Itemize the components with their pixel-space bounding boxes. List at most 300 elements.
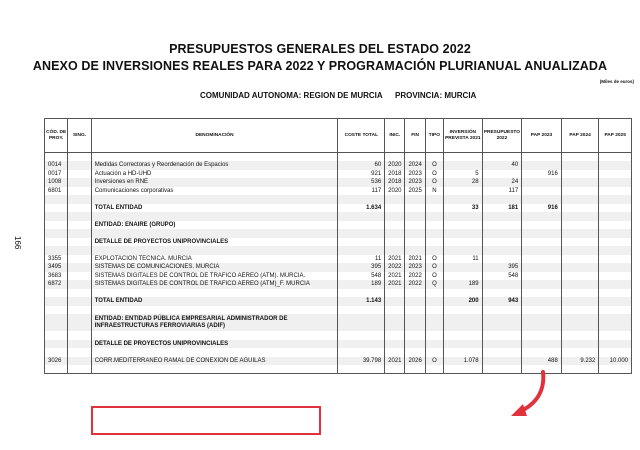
table-row: [45, 246, 632, 255]
cell-coste: 39.798: [338, 357, 385, 366]
cell-p25: [599, 212, 632, 221]
cell-sing: [68, 238, 91, 247]
cell-p23: [522, 229, 562, 238]
cell-p25: [599, 178, 632, 187]
cell-ini: [385, 331, 405, 340]
cell-fin: 2023: [405, 170, 425, 179]
cell-pres: [482, 348, 522, 357]
cell-fin: [405, 212, 425, 221]
cell-cod: [45, 153, 68, 162]
cell-coste: [338, 365, 385, 374]
cell-p23: 488: [522, 357, 562, 366]
cell-p25: [599, 365, 632, 374]
cell-ini: 2022: [385, 263, 405, 272]
cell-ini: [385, 306, 405, 315]
cell-coste: 1.634: [338, 204, 385, 213]
cell-p23: [522, 178, 562, 187]
cell-cod: [45, 306, 68, 315]
cell-coste: [338, 289, 385, 298]
cell-tipo: [425, 314, 443, 331]
table-row: [45, 153, 632, 162]
cell-p25: [599, 246, 632, 255]
cell-ini: [385, 204, 405, 213]
cell-coste: [338, 340, 385, 349]
table-row: [45, 289, 632, 298]
table-row: [45, 306, 632, 315]
cell-tipo: [425, 195, 443, 204]
cell-fin: [405, 348, 425, 357]
cell-fin: [405, 195, 425, 204]
cell-cod: [45, 212, 68, 221]
cell-ini: [385, 314, 405, 331]
cell-sing: [68, 272, 91, 281]
cell-sing: [68, 314, 91, 331]
col-header-fin: FIN: [405, 119, 425, 153]
cell-ini: 2018: [385, 178, 405, 187]
cell-inv: [444, 289, 483, 298]
cell-coste: [338, 306, 385, 315]
cell-coste: [338, 221, 385, 230]
cell-pres: 117: [482, 187, 522, 196]
cell-p24: [561, 297, 599, 306]
cell-sing: [68, 289, 91, 298]
cell-tipo: [425, 229, 443, 238]
cell-p24: [561, 255, 599, 264]
cell-den: Comunicaciones corporativas: [91, 187, 338, 196]
cell-ini: 2021: [385, 280, 405, 289]
table-row: [45, 297, 632, 306]
cell-coste: 536: [338, 178, 385, 187]
cell-p25: [599, 238, 632, 247]
units-note: (Miles de euros): [599, 79, 634, 84]
cell-fin: [405, 229, 425, 238]
cell-coste: [338, 153, 385, 162]
cell-coste: [338, 246, 385, 255]
cell-p23: [522, 161, 562, 170]
cell-p25: [599, 204, 632, 213]
investment-table: [44, 118, 632, 374]
cell-p25: [599, 331, 632, 340]
cell-ini: [385, 297, 405, 306]
cell-cod: [45, 229, 68, 238]
cell-tipo: [425, 340, 443, 349]
cell-ini: 2020: [385, 187, 405, 196]
cell-fin: 2022: [405, 280, 425, 289]
cell-ini: [385, 348, 405, 357]
cell-pres: [482, 238, 522, 247]
cell-inv: [444, 187, 483, 196]
cell-coste: 1.143: [338, 297, 385, 306]
cell-inv: [444, 340, 483, 349]
cell-p23: [522, 238, 562, 247]
cell-ini: 2021: [385, 357, 405, 366]
cell-coste: [338, 238, 385, 247]
cell-tipo: [425, 348, 443, 357]
cell-ini: [385, 229, 405, 238]
cell-fin: 2026: [405, 357, 425, 366]
cell-cod: [45, 340, 68, 349]
cell-p24: [561, 161, 599, 170]
cell-p23: [522, 263, 562, 272]
cell-fin: [405, 297, 425, 306]
cell-p24: [561, 306, 599, 315]
cell-sing: [68, 348, 91, 357]
cell-fin: [405, 221, 425, 230]
cell-pres: [482, 255, 522, 264]
arrow-icon: [505, 368, 555, 420]
cell-den: [91, 365, 338, 374]
cell-den: CORR.MEDITERRANEO RAMAL DE CONEXIÓN DE AGUILAS: [91, 357, 338, 366]
cell-p25: [599, 170, 632, 179]
cell-sing: [68, 153, 91, 162]
cell-fin: [405, 204, 425, 213]
cell-sing: [68, 365, 91, 374]
cell-p24: [561, 263, 599, 272]
cell-p25: [599, 306, 632, 315]
cell-den: DETALLE DE PROYECTOS UNIPROVINCIALES: [91, 340, 338, 349]
cell-p24: [561, 229, 599, 238]
cell-inv: [444, 238, 483, 247]
cell-pres: 548: [482, 272, 522, 281]
table-row: [45, 357, 632, 366]
cell-p23: [522, 306, 562, 315]
cell-den: [91, 289, 338, 298]
cell-pres: [482, 357, 522, 366]
cell-coste: [338, 348, 385, 357]
cell-cod: 6872: [45, 280, 68, 289]
cell-den: [91, 306, 338, 315]
cell-fin: 2025: [405, 187, 425, 196]
cell-p23: [522, 340, 562, 349]
cell-p24: [561, 212, 599, 221]
cell-tipo: O: [425, 255, 443, 264]
cell-ini: [385, 238, 405, 247]
cell-den: Actuación a HD-UHD: [91, 170, 338, 179]
cell-cod: 0017: [45, 170, 68, 179]
col-header-pap-2024: PAP 2024: [561, 119, 599, 153]
table-row: [45, 204, 632, 213]
cell-tipo: [425, 221, 443, 230]
cell-p25: [599, 161, 632, 170]
cell-sing: [68, 297, 91, 306]
cell-inv: [444, 263, 483, 272]
cell-inv: [444, 314, 483, 331]
cell-coste: 548: [338, 272, 385, 281]
cell-pres: [482, 195, 522, 204]
cell-p24: [561, 204, 599, 213]
cell-ini: [385, 246, 405, 255]
cell-pres: [482, 331, 522, 340]
cell-coste: [338, 229, 385, 238]
cell-pres: 943: [482, 297, 522, 306]
table-row: [45, 221, 632, 230]
cell-inv: [444, 331, 483, 340]
cell-ini: [385, 212, 405, 221]
cell-sing: [68, 331, 91, 340]
table-row: [45, 238, 632, 247]
table-row: [45, 255, 632, 264]
cell-p23: [522, 195, 562, 204]
cell-p23: 916: [522, 204, 562, 213]
cell-cod: 3683: [45, 272, 68, 281]
cell-sing: [68, 187, 91, 196]
highlight-box: [91, 406, 321, 435]
cell-sing: [68, 221, 91, 230]
cell-pres: [482, 221, 522, 230]
cell-den: DETALLE DE PROYECTOS UNIPROVINCIALES: [91, 238, 338, 247]
table-row: [45, 229, 632, 238]
table-row: [45, 280, 632, 289]
cell-fin: 2022: [405, 272, 425, 281]
cell-p25: [599, 348, 632, 357]
cell-p25: 10.000: [599, 357, 632, 366]
cell-p24: [561, 365, 599, 374]
cell-tipo: O: [425, 357, 443, 366]
cell-p23: [522, 348, 562, 357]
cell-pres: [482, 153, 522, 162]
cell-p24: [561, 348, 599, 357]
cell-tipo: [425, 331, 443, 340]
col-header-presupuesto: PRESUPUESTO 2022: [482, 119, 522, 153]
community-label: COMUNIDAD AUTONOMA: REGION DE MURCIA: [200, 91, 383, 100]
cell-sing: [68, 246, 91, 255]
cell-inv: 1.078: [444, 357, 483, 366]
cell-p23: [522, 212, 562, 221]
table-row: [45, 178, 632, 187]
cell-pres: 24: [482, 178, 522, 187]
cell-den: Inversiones en RNE: [91, 178, 338, 187]
cell-sing: [68, 170, 91, 179]
cell-sing: [68, 212, 91, 221]
cell-p25: [599, 340, 632, 349]
col-header-pap-2023: PAP 2023: [522, 119, 562, 153]
cell-tipo: [425, 246, 443, 255]
cell-fin: [405, 365, 425, 374]
cell-p24: [561, 331, 599, 340]
cell-den: SISTEMAS DIGITALES DE CONTROL DE TRÁFICO AÉREO (ATM). MURCIA.: [91, 272, 338, 281]
cell-cod: 3355: [45, 255, 68, 264]
cell-inv: [444, 221, 483, 230]
cell-tipo: [425, 297, 443, 306]
cell-inv: [444, 348, 483, 357]
cell-p23: [522, 297, 562, 306]
cell-inv: 200: [444, 297, 483, 306]
cell-inv: 33: [444, 204, 483, 213]
table-row: [45, 340, 632, 349]
col-header-cod: CÓD. DE PROY.: [45, 119, 68, 153]
cell-tipo: N: [425, 187, 443, 196]
cell-den: TOTAL ENTIDAD: [91, 204, 338, 213]
cell-fin: [405, 246, 425, 255]
cell-sing: [68, 204, 91, 213]
cell-ini: [385, 195, 405, 204]
cell-tipo: [425, 365, 443, 374]
cell-inv: [444, 365, 483, 374]
cell-cod: 0014: [45, 161, 68, 170]
cell-p24: [561, 187, 599, 196]
cell-inv: [444, 153, 483, 162]
cell-tipo: O: [425, 178, 443, 187]
table-row: [45, 170, 632, 179]
cell-p24: [561, 246, 599, 255]
cell-p25: [599, 280, 632, 289]
cell-pres: [482, 314, 522, 331]
document-subtitle: ANEXO DE INVERSIONES REALES PARA 2022 Y PROGRAMACIÓN PLURIANUAL ANUALIZADA: [32, 59, 608, 73]
table-body: [45, 153, 632, 374]
cell-fin: [405, 238, 425, 247]
cell-inv: [444, 229, 483, 238]
cell-fin: [405, 331, 425, 340]
cell-p25: [599, 195, 632, 204]
cell-p23: [522, 314, 562, 331]
cell-den: [91, 246, 338, 255]
cell-p25: [599, 255, 632, 264]
cell-p23: [522, 272, 562, 281]
cell-den: SISTEMAS DE COMUNICACIONES. MURCIA: [91, 263, 338, 272]
cell-den: TOTAL ENTIDAD: [91, 297, 338, 306]
cell-inv: 11: [444, 255, 483, 264]
cell-inv: 5: [444, 170, 483, 179]
cell-p24: [561, 340, 599, 349]
cell-p25: [599, 263, 632, 272]
table-row: [45, 212, 632, 221]
cell-sing: [68, 280, 91, 289]
cell-den: [91, 212, 338, 221]
cell-cod: 3026: [45, 357, 68, 366]
cell-coste: [338, 195, 385, 204]
cell-pres: [482, 212, 522, 221]
cell-cod: [45, 314, 68, 331]
cell-p25: [599, 187, 632, 196]
cell-cod: [45, 348, 68, 357]
col-header-inversion-prevista: INVERSIÓN PREVISTA 2021: [444, 119, 483, 153]
cell-tipo: [425, 306, 443, 315]
table-header-row: [45, 119, 632, 153]
cell-tipo: [425, 238, 443, 247]
cell-fin: [405, 289, 425, 298]
cell-cod: 6801: [45, 187, 68, 196]
cell-inv: [444, 161, 483, 170]
cell-p24: [561, 195, 599, 204]
province-label: PROVINCIA: MURCIA: [395, 91, 477, 100]
cell-p23: [522, 280, 562, 289]
cell-cod: [45, 195, 68, 204]
cell-p25: [599, 314, 632, 331]
col-header-tipo: TIPO: [425, 119, 443, 153]
cell-cod: [45, 238, 68, 247]
cell-coste: [338, 314, 385, 331]
cell-p24: [561, 153, 599, 162]
cell-coste: [338, 331, 385, 340]
cell-p25: [599, 229, 632, 238]
cell-cod: [45, 289, 68, 298]
cell-tipo: O: [425, 272, 443, 281]
cell-pres: [482, 229, 522, 238]
cell-p24: [561, 238, 599, 247]
cell-inv: [444, 246, 483, 255]
cell-fin: 2021: [405, 255, 425, 264]
cell-fin: [405, 153, 425, 162]
cell-coste: 921: [338, 170, 385, 179]
cell-pres: 395: [482, 263, 522, 272]
cell-ini: 2020: [385, 161, 405, 170]
cell-fin: [405, 314, 425, 331]
cell-p24: [561, 272, 599, 281]
cell-fin: 2023: [405, 263, 425, 272]
cell-den: [91, 331, 338, 340]
col-header-inic: INIC.: [385, 119, 405, 153]
cell-tipo: O: [425, 170, 443, 179]
cell-den: [91, 153, 338, 162]
cell-p23: [522, 331, 562, 340]
table-row: [45, 195, 632, 204]
cell-inv: [444, 272, 483, 281]
cell-coste: 117: [338, 187, 385, 196]
cell-cod: [45, 246, 68, 255]
cell-pres: [482, 246, 522, 255]
cell-pres: [482, 280, 522, 289]
cell-p23: [522, 187, 562, 196]
cell-cod: [45, 204, 68, 213]
cell-cod: 3495: [45, 263, 68, 272]
cell-tipo: [425, 153, 443, 162]
table-row: [45, 348, 632, 357]
cell-ini: [385, 365, 405, 374]
cell-p25: [599, 289, 632, 298]
cell-inv: [444, 306, 483, 315]
table-row: [45, 314, 632, 331]
cell-pres: [482, 289, 522, 298]
cell-tipo: Q: [425, 280, 443, 289]
cell-cod: [45, 331, 68, 340]
cell-cod: [45, 221, 68, 230]
cell-sing: [68, 161, 91, 170]
col-header-denominacion: DENOMINACIÓN: [91, 119, 338, 153]
cell-fin: 2023: [405, 178, 425, 187]
cell-fin: [405, 306, 425, 315]
cell-p23: 916: [522, 170, 562, 179]
col-header-coste-total: COSTE TOTAL: [338, 119, 385, 153]
cell-cod: [45, 365, 68, 374]
cell-sing: [68, 255, 91, 264]
cell-ini: [385, 153, 405, 162]
table-row: [45, 161, 632, 170]
cell-ini: [385, 221, 405, 230]
cell-ini: 2021: [385, 255, 405, 264]
cell-sing: [68, 229, 91, 238]
table-row: [45, 272, 632, 281]
cell-pres: [482, 340, 522, 349]
cell-den: EXPLOTACIÓN TÉCNICA. MURCIA: [91, 255, 338, 264]
cell-tipo: [425, 204, 443, 213]
cell-coste: 189: [338, 280, 385, 289]
cell-cod: [45, 297, 68, 306]
document-title: PRESUPUESTOS GENERALES DEL ESTADO 2022: [169, 42, 471, 56]
cell-p23: [522, 153, 562, 162]
cell-p25: [599, 297, 632, 306]
cell-inv: [444, 212, 483, 221]
cell-coste: 11: [338, 255, 385, 264]
cell-p23: [522, 221, 562, 230]
cell-p23: [522, 289, 562, 298]
cell-p25: [599, 221, 632, 230]
cell-p24: 9.232: [561, 357, 599, 366]
cell-p24: [561, 178, 599, 187]
cell-tipo: O: [425, 263, 443, 272]
cell-p25: [599, 272, 632, 281]
cell-coste: [338, 212, 385, 221]
cell-pres: [482, 306, 522, 315]
